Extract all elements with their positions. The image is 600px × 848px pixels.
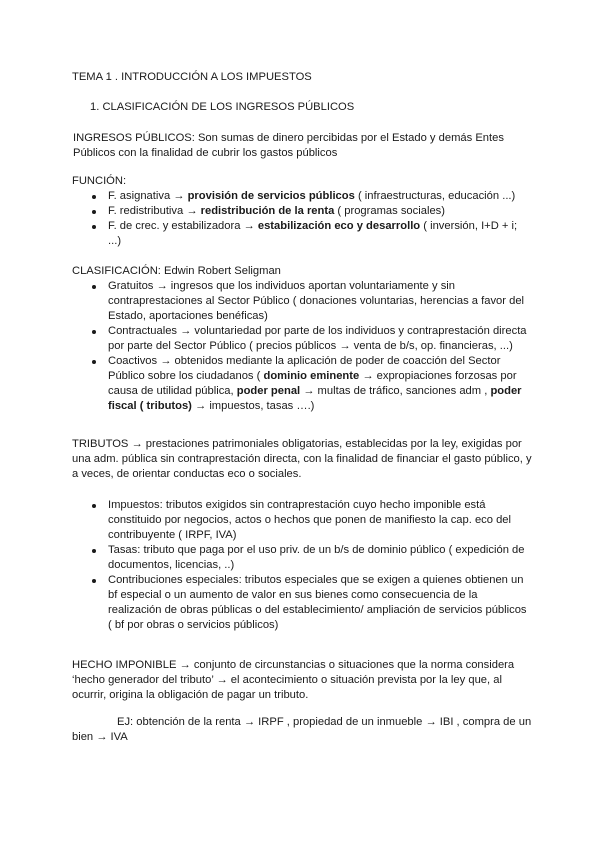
clasificacion-label: CLASIFICACIÓN: Edwin Robert Seligman (72, 265, 281, 277)
list-item: F. redistributiva → redistribución de la renta ( programas sociales) (90, 204, 530, 219)
ingresos-publicos-definition: INGRESOS PÚBLICOS: Son sumas de dinero percibidas por el Estado y demás Entes Públicos con la finalidad de cubrir los gastos públicos (73, 132, 504, 159)
example-paragraph: EJ: obtención de la renta → IRPF , propiedad de un inmueble → IBI , compra de un bien → IVA (72, 716, 532, 743)
list-item: Contribuciones especiales: tributos especiales que se exigen a quienes obtienen un bf especial o un aumento de valor en sus bienes como consecuencia de la realización de obras públicas o del establecimiento/ ampliación de servicios públicos ( bf por obras o servicios públicos) (90, 573, 530, 633)
tributos-definition: TRIBUTOS → prestaciones patrimoniales obligatorias, establecidas por la ley, exigidas por una adm. pública sin contraprestación directa, con la finalidad de financiar el gasto público, y a veces, de orientar conductas eco o sociales. (72, 438, 532, 480)
list-item: Coactivos → obtenidos mediante la aplicación de poder de coacción del Sector Público sobre los ciudadanos ( dominio eminente → expropiaciones forzosas por causa de utilidad pública, poder penal → multas de tráfico, sanciones adm , poder fiscal ( tributos) → impuestos, tasas ….) (90, 354, 530, 414)
list-item: Tasas: tributo que paga por el uso priv. de un b/s de dominio público ( expedición de documentos, licencias, ..) (90, 543, 530, 573)
tributos-list (90, 498, 530, 633)
list-item: F. asignativa → provisión de servicios públicos ( infraestructuras, educación ...) (90, 189, 530, 204)
hecho-imponible-definition: HECHO IMPONIBLE → conjunto de circunstancias o situaciones que la norma considera ‘hecho generador del tributo’ → el acontecimiento o situación prevista por la ley que, al ocurrir, origina la obligación de pagar un tributo. (72, 659, 515, 701)
list-item: F. de crec. y estabilizadora → estabilización eco y desarrollo ( inversión, I+D + i; ...) (90, 219, 530, 249)
list-item: Impuestos: tributos exigidos sin contraprestación cuyo hecho imponible está constituido por negocios, actos o hechos que ponen de manifiesto la cap. eco del contribuyente ( IRPF, IVA) (90, 498, 530, 543)
clasificacion-list (90, 279, 530, 414)
funcion-list (90, 189, 530, 249)
funcion-label: FUNCIÓN: (72, 175, 127, 187)
list-item: Contractuales → voluntariedad por parte de los individuos y contraprestación directa por parte del Sector Público ( precios públicos → venta de b/s, op. financieras, ...) (90, 324, 530, 354)
document-title: TEMA 1 . INTRODUCCIÓN A LOS IMPUESTOS (72, 71, 312, 83)
list-item: Gratuitos → ingresos que los individuos aportan voluntariamente y sin contraprestaciones al Sector Público ( donaciones voluntarias, herencias a favor del Estado, aportaciones benéficas) (90, 279, 530, 324)
section-heading: 1. CLASIFICACIÓN DE LOS INGRESOS PÚBLICOS (90, 101, 355, 113)
